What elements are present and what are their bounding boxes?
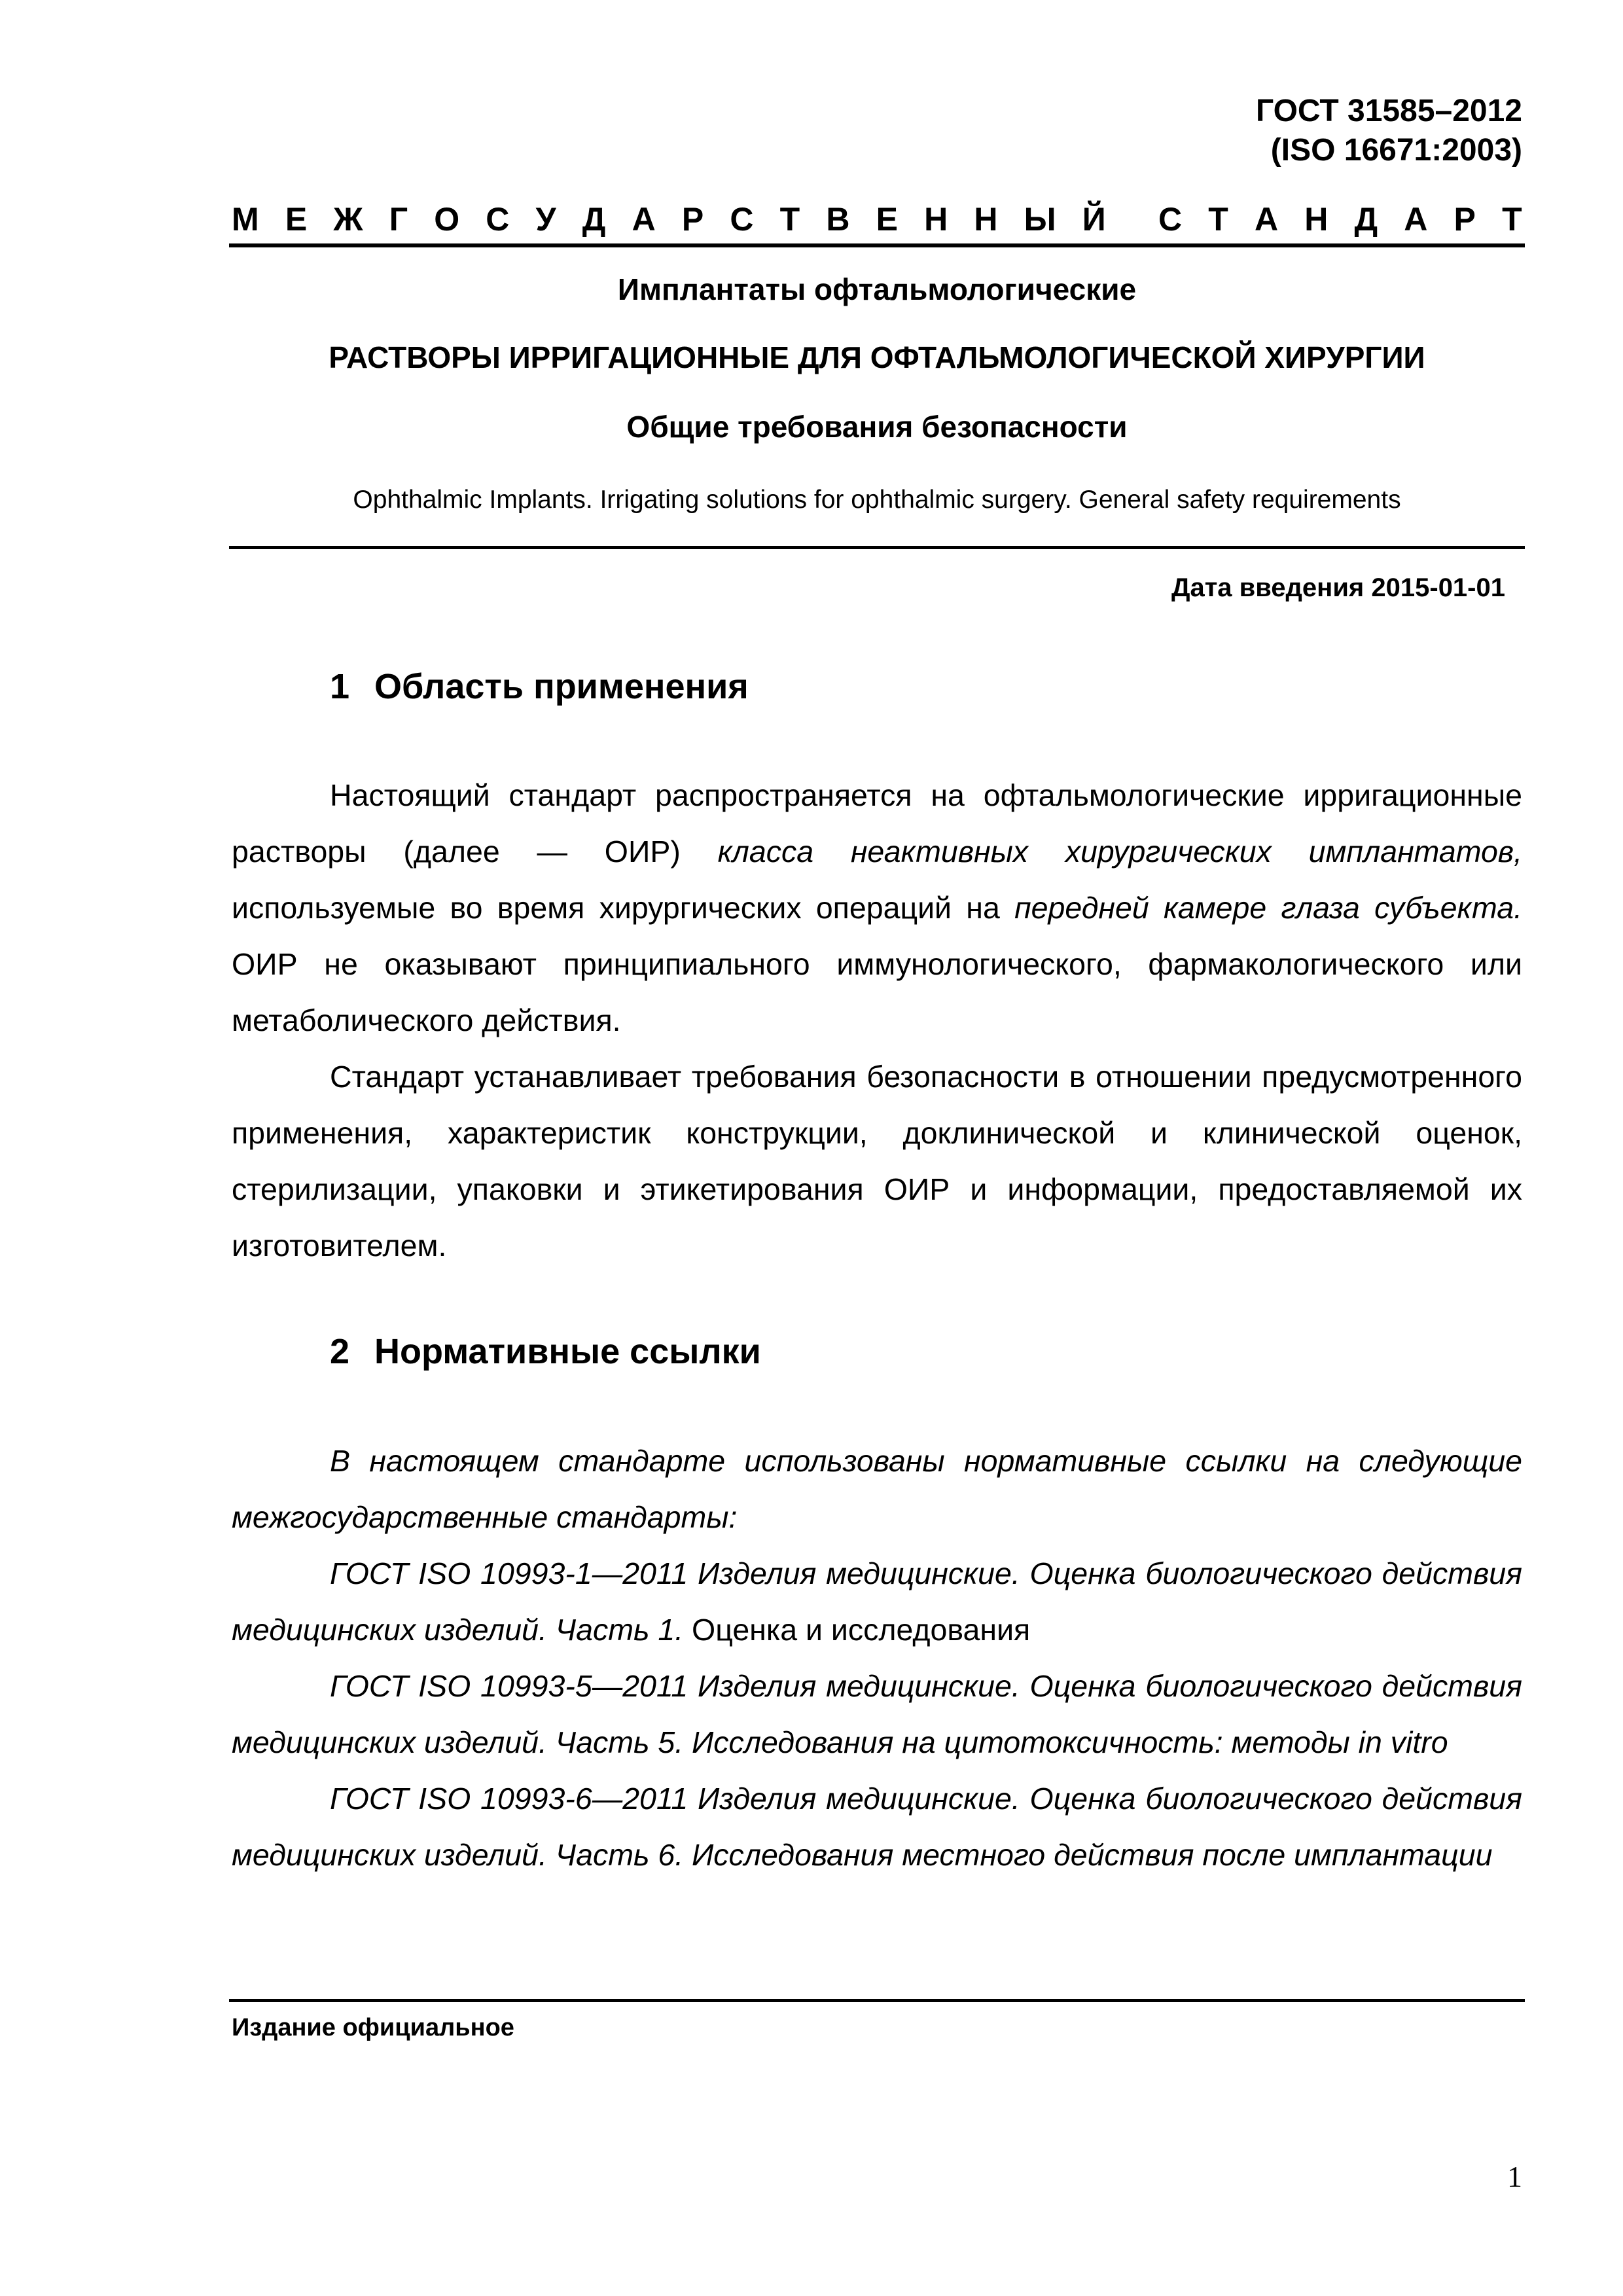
heading-letter: Е <box>876 201 898 238</box>
paragraph-italic-term: класса неактивных хирургических имплантатов, <box>717 834 1522 869</box>
reference-1 <box>232 1545 1522 1658</box>
introduction-date: Дата введения 2015-01-01 <box>1171 573 1505 602</box>
title-rule <box>229 546 1525 549</box>
edition-label: Издание официальное <box>232 2014 514 2041</box>
heading-letter: Р <box>681 201 704 238</box>
footer-rule <box>229 1999 1525 2002</box>
heading-letter: Ы <box>1024 201 1056 238</box>
reference-2: ГОСТ ISO 10993-5—2011 Изделия медицинские. Оценка биологического действия медицинских изделий. Часть 5. Исследования на цитотоксичность: методы in vitro <box>232 1669 1522 1759</box>
gost-code: ГОСТ 31585–2012 <box>1256 94 1522 128</box>
section-2-heading <box>330 1329 761 1374</box>
heading-letter: М <box>232 201 259 238</box>
heading-letter: Г <box>389 201 408 238</box>
heading-letter: С <box>1158 201 1183 238</box>
heading-letter: Т <box>1502 201 1522 238</box>
section-2-title: Нормативные ссылки <box>374 1332 761 1371</box>
section-1-number: 1 <box>330 667 350 706</box>
heading-letter: Д <box>582 201 606 238</box>
paragraph-text: используемые во время хирургических операций на <box>232 891 1015 925</box>
heading-letter: Р <box>1454 201 1476 238</box>
paragraph-text: ОИР не оказывают принципиального иммунологического, фармакологического или метаболического действия. <box>232 947 1522 1037</box>
heading-letter: Й <box>1082 201 1106 238</box>
heading-letter: В <box>826 201 850 238</box>
section-1-paragraph-2: Стандарт устанавливает требования безопасности в отношении предусмотренного применения, характеристик конструкции, доклинической и клинической оценок, стерилизации, упаковки и этикетирования ОИР и информации, предоставляемой их изготовителем. <box>232 1060 1522 1263</box>
standard-type-heading <box>232 196 1522 242</box>
heading-letter: У <box>535 201 556 238</box>
section-1-heading <box>330 664 749 709</box>
heading-letter: А <box>1254 201 1279 238</box>
heading-letter: Т <box>779 201 800 238</box>
section-1-title: Область применения <box>374 667 749 706</box>
section-2-number: 2 <box>330 1332 350 1371</box>
heading-letter: Н <box>974 201 998 238</box>
heading-letter: А <box>1404 201 1428 238</box>
reference-text-tail: Оценка и исследования <box>683 1613 1031 1647</box>
title-line-2: РАСТВОРЫ ИРРИГАЦИОННЫЕ ДЛЯ ОФТАЛЬМОЛОГИЧЕСКОЙ ХИРУРГИИ <box>329 340 1425 374</box>
heading-letter: О <box>434 201 460 238</box>
title-line-1: Имплантаты офтальмологические <box>617 272 1137 306</box>
heading-letter: С <box>486 201 510 238</box>
section-1-body <box>232 767 1522 1274</box>
heading-letter: Н <box>1304 201 1329 238</box>
paragraph-italic-term: передней камере глаза субъекта. <box>1014 891 1522 925</box>
heading-letter: Е <box>285 201 308 238</box>
paragraph-text: Настоящий стандарт распространяется на офтальмологические ирригационные растворы (далее — ОИР) <box>232 778 1522 869</box>
section-1-paragraph-1 <box>232 767 1522 1049</box>
section-2-intro: В настоящем стандарте использованы нормативные ссылки на следующие межгосударственные стандарты: <box>232 1444 1522 1534</box>
document-code <box>1256 92 1522 170</box>
heading-letter: С <box>730 201 754 238</box>
title-line-3: Общие требования безопасности <box>626 410 1128 444</box>
page-number: 1 <box>1507 2160 1522 2193</box>
title-english: Ophthalmic Implants. Irrigating solutions for ophthalmic surgery. General safety requirements <box>353 486 1401 514</box>
section-2-body <box>232 1433 1522 1883</box>
reference-text: ГОСТ ISO 10993-1—2011 Изделия медицинские. Оценка биологического действия медицинских изделий. Часть 1. <box>232 1556 1522 1647</box>
reference-3: ГОСТ ISO 10993-6—2011 Изделия медицинские. Оценка биологического действия медицинских изделий. Часть 6. Исследования местного действия после имплантации <box>232 1782 1522 1872</box>
heading-letter: Т <box>1208 201 1228 238</box>
header-rule <box>229 243 1525 247</box>
heading-letter: Н <box>924 201 948 238</box>
heading-letter: Ж <box>333 201 363 238</box>
iso-code: (ISO 16671:2003) <box>1270 133 1522 168</box>
heading-letter: А <box>632 201 656 238</box>
heading-letter: Д <box>1354 201 1378 238</box>
